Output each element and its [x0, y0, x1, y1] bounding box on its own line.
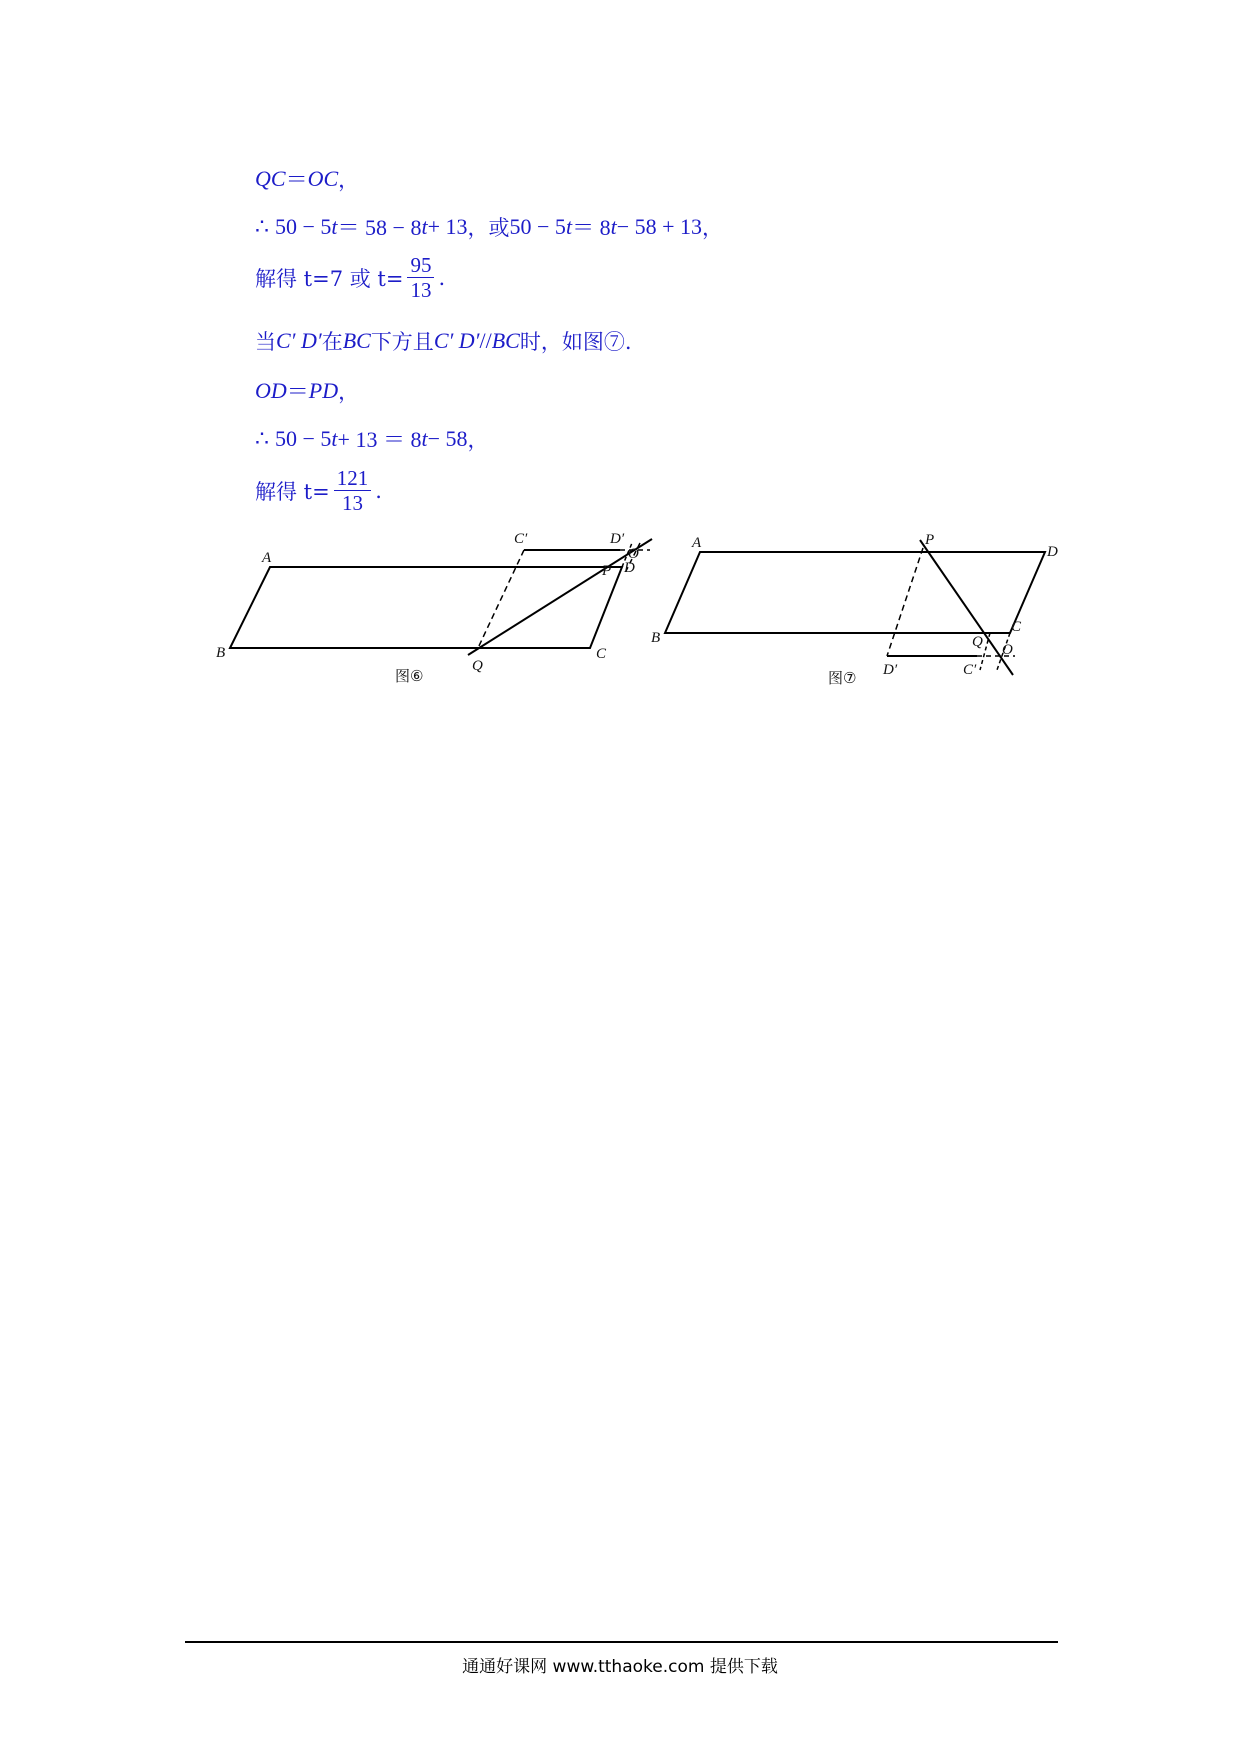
therefore-symbol: ∴ — [255, 425, 269, 451]
comma: ， — [467, 427, 489, 452]
fraction-95-13 — [407, 253, 434, 302]
numerator: 95 — [410, 253, 432, 277]
parallelogram-abcd — [665, 552, 1045, 633]
label-c: C — [596, 646, 607, 662]
equation-1-part-b: ＝ 58 − 8 — [337, 215, 422, 240]
label-d: D — [624, 560, 635, 576]
equation-part-c: − 58 — [427, 425, 468, 451]
footer-divider — [185, 1641, 1058, 1643]
label-o: O — [628, 546, 639, 562]
solve-prefix: 解得 t=7 或 t= — [255, 266, 404, 291]
label-d: D — [1047, 544, 1058, 560]
label-d-prime: D′ — [883, 662, 898, 678]
equation-2-part-b: ＝ 8 — [572, 215, 611, 240]
equation-1-part-c: + 13 — [427, 213, 468, 239]
label-o: O — [1002, 642, 1013, 658]
pd-term: PD — [308, 377, 339, 403]
label-c-prime: C′ — [514, 531, 528, 547]
figure-7-diagram — [645, 530, 1075, 680]
equation-part-a: 50 − 5 — [275, 425, 332, 451]
solution-line-4 — [255, 326, 632, 356]
zai-word: 在 — [321, 330, 343, 354]
label-b: B — [651, 630, 661, 646]
segment-bc: BC — [491, 328, 520, 353]
equation-2-part-a: 50 − 5 — [509, 213, 566, 239]
segment-cd-prime: C′ D′ — [433, 328, 480, 353]
figure-6-caption: 图⑥ — [395, 667, 424, 685]
qc-term: QC — [255, 165, 286, 191]
variable-t: t — [610, 213, 617, 239]
solution-line-2 — [255, 211, 723, 242]
period: . — [438, 265, 446, 290]
label-a: A — [262, 550, 272, 566]
label-c-prime: C′ — [963, 662, 977, 678]
period: . — [375, 478, 382, 503]
solve-prefix: 解得 t= — [255, 479, 330, 504]
parallel-symbol: // — [479, 328, 492, 353]
comma: ， — [338, 167, 360, 192]
label-c: C — [1011, 619, 1022, 635]
figure-7-caption: 图⑦ — [828, 669, 857, 687]
label-p: P — [602, 563, 612, 579]
line-pq — [920, 540, 1013, 675]
solution-line-1 — [255, 163, 359, 194]
label-d-prime: D′ — [610, 531, 625, 547]
solution-line-6 — [255, 423, 489, 454]
equals-sign: ＝ — [285, 167, 308, 192]
segment-bc: BC — [342, 328, 371, 353]
od-term: OD — [255, 377, 287, 403]
variable-t: t — [421, 425, 428, 451]
segment-cd-prime: C′ D′ — [276, 328, 322, 353]
label-p: P — [925, 532, 935, 548]
parallelogram-abcd — [230, 567, 622, 648]
equation-2-part-c: − 58 + 13 — [616, 213, 703, 239]
condition-text: 下方且 — [370, 330, 434, 354]
solution-line-3 — [255, 253, 445, 302]
comma: ， — [338, 379, 360, 404]
label-q: Q — [472, 658, 483, 674]
denominator: 13 — [341, 491, 363, 515]
label-q: Q — [972, 634, 983, 650]
variable-t: t — [421, 213, 428, 239]
oc-term: OC — [307, 165, 339, 191]
dang-word: 当 — [255, 330, 276, 354]
label-b: B — [216, 645, 226, 661]
line-pq — [468, 539, 652, 655]
numerator: 121 — [336, 466, 369, 490]
solution-line-7 — [255, 466, 382, 515]
fraction-121-13 — [334, 466, 372, 515]
solution-line-5 — [255, 375, 359, 406]
label-a: A — [692, 535, 702, 551]
dashed-p-d-prime — [887, 548, 923, 656]
footer-text: 通通好课网 www.tthaoke.com 提供下载 — [462, 1657, 778, 1677]
equation-part-b: + 13 ＝ 8 — [337, 427, 422, 452]
equation-1-part-a: 50 − 5 — [275, 213, 332, 239]
therefore-symbol: ∴ — [255, 213, 269, 239]
comma: ， — [702, 215, 724, 240]
equals-sign: ＝ — [286, 379, 309, 404]
denominator: 13 — [410, 278, 432, 302]
figure-7 — [645, 530, 1075, 680]
figure-6 — [210, 525, 660, 675]
or-separator: ，或 — [467, 215, 510, 240]
variable-t: t — [565, 213, 573, 239]
variable-t: t — [331, 213, 338, 239]
variable-t: t — [331, 425, 338, 451]
figure-reference: 时，如图⑦. — [519, 330, 632, 354]
figure-6-diagram — [210, 525, 660, 675]
